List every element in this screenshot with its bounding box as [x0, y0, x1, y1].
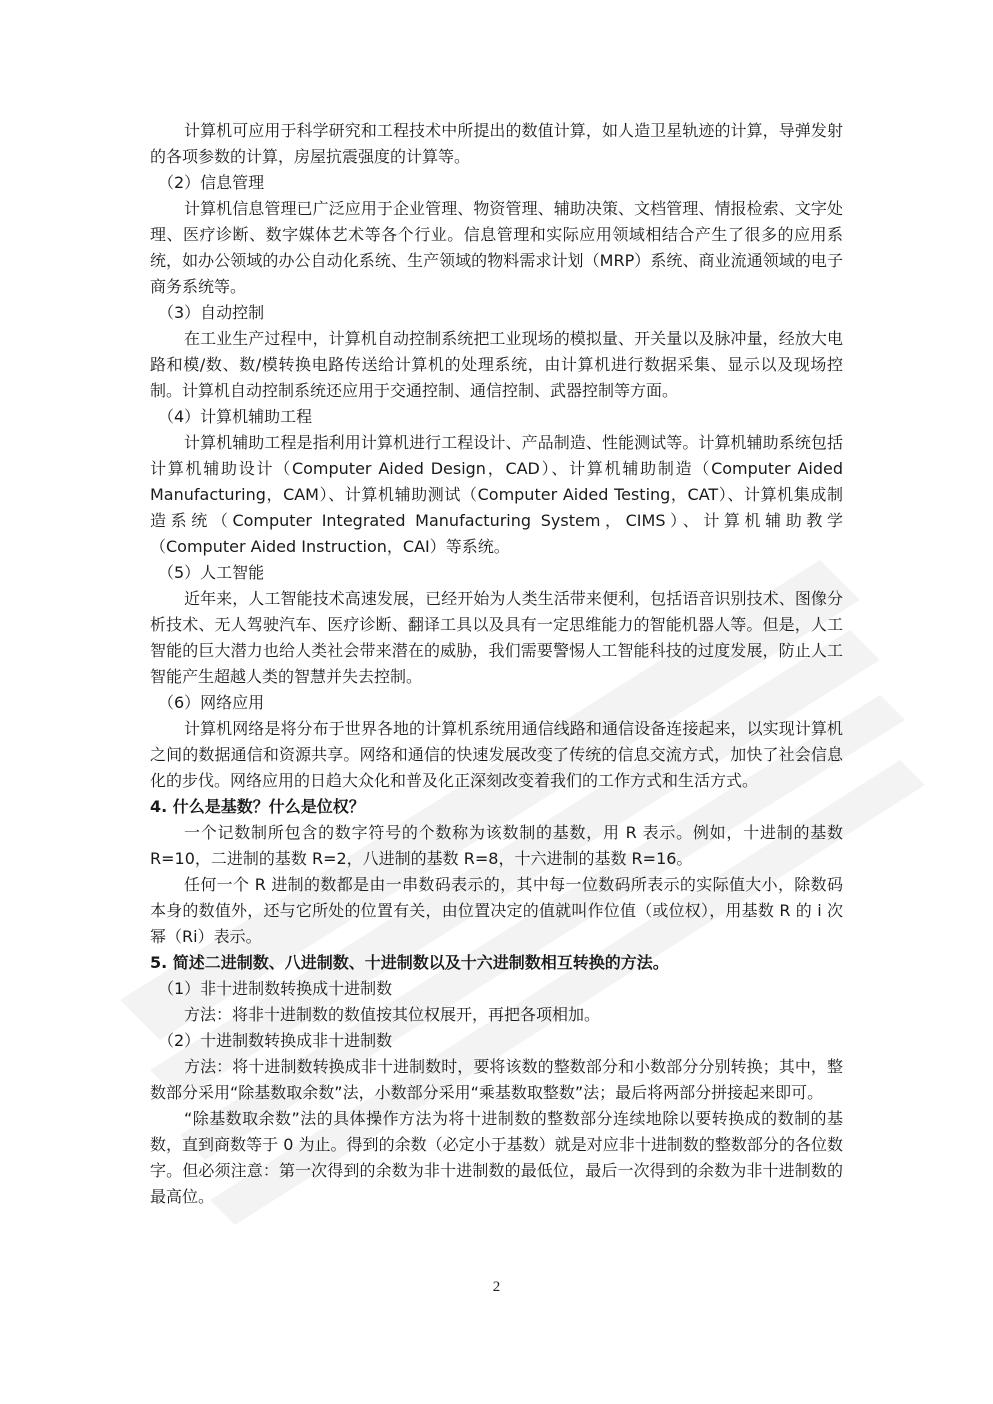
body-paragraph: 计算机辅助工程是指利用计算机进行工程设计、产品制造、性能测试等。计算机辅助系统包括计算机辅助设计（Computer Aided Design，CAD）、计算机辅助制造（Computer Aided Manufacturing，CAM）、计算机辅助测试（Computer Aided Testing，CAT）、计算机集成制造系统（Computer Integrated Manufacturing System，CIMS）、计算机辅助教学（Computer Aided Instruction，CAI）等系统。: [150, 433, 843, 556]
section-subheading: （2）信息管理: [158, 173, 265, 192]
section-subheading: （1）非十进制数转换成十进制数: [158, 979, 393, 998]
page-number: 2: [492, 1279, 501, 1295]
body-paragraph: “除基数取余数”法的具体操作方法为将十进制数的整数部分连续地除以要转换成的数制的基数，直到商数等于 0 为止。得到的余数（必定小于基数）就是对应非十进制数的整数部分的各位数字。但必须注意：第一次得到的余数为非十进制数的最低位，最后一次得到的余数为非十进制数的最高位。: [150, 1109, 843, 1206]
question-heading: 5. 简述二进制数、八进制数、十进制数以及十六进制数相互转换的方法。: [150, 953, 669, 972]
body-paragraph: 计算机网络是将分布于世界各地的计算机系统用通信线路和通信设备连接起来，以实现计算机之间的数据通信和资源共享。网络和通信的快速发展改变了传统的信息交流方式，加快了社会信息化的步伐。网络应用的日趋大众化和普及化正深刻改变着我们的工作方式和生活方式。: [150, 719, 843, 790]
body-paragraph: 任何一个 R 进制的数都是由一串数码表示的，其中每一位数码所表示的实际值大小，除数码本身的数值外，还与它所处的位置有关，由位置决定的值就叫作位值（或位权），用基数 R 的 i 次幂（Ri）表示。: [150, 875, 843, 946]
body-paragraph: 计算机可应用于科学研究和工程技术中所提出的数值计算，如人造卫星轨迹的计算，导弹发射的各项参数的计算，房屋抗震强度的计算等。: [150, 121, 843, 166]
body-paragraph: 在工业生产过程中，计算机自动控制系统把工业现场的模拟量、开关量以及脉冲量，经放大电路和模/数、数/模转换电路传送给计算机的处理系统，由计算机进行数据采集、显示以及现场控制。计算机自动控制系统还应用于交通控制、通信控制、武器控制等方面。: [150, 329, 843, 400]
body-paragraph: 一个记数制所包含的数字符号的个数称为该数制的基数，用 R 表示。例如，十进制的基数 R=10，二进制的基数 R=2，八进制的基数 R=8，十六进制的基数 R=16。: [150, 823, 843, 868]
question-heading: 4. 什么是基数？什么是位权？: [150, 797, 365, 816]
document-body: [150, 118, 843, 1210]
body-paragraph: 方法：将十进制数转换成非十进制数时，要将该数的整数部分和小数部分分别转换；其中，整数部分采用“除基数取余数”法，小数部分采用“乘基数取整数”法；最后将两部分拼接起来即可。: [150, 1057, 843, 1102]
section-subheading: （2）十进制数转换成非十进制数: [158, 1031, 393, 1050]
body-paragraph: 方法：将非十进制数的数值按其位权展开，再把各项相加。: [184, 1005, 601, 1024]
section-subheading: （6）网络应用: [158, 693, 265, 712]
section-subheading: （5）人工智能: [158, 563, 265, 582]
section-subheading: （4）计算机辅助工程: [158, 407, 313, 426]
body-paragraph: 近年来，人工智能技术高速发展，已经开始为人类生活带来便利，包括语音识别技术、图像分析技术、无人驾驶汽车、医疗诊断、翻译工具以及具有一定思维能力的智能机器人等。但是，人工智能的巨大潜力也给人类社会带来潜在的威胁，我们需要警惕人工智能科技的过度发展，防止人工智能产生超越人类的智慧并失去控制。: [150, 589, 843, 686]
section-subheading: （3）自动控制: [158, 303, 265, 322]
body-paragraph: 计算机信息管理已广泛应用于企业管理、物资管理、辅助决策、文档管理、情报检索、文字处理、医疗诊断、数字媒体艺术等各个行业。信息管理和实际应用领域相结合产生了很多的应用系统，如办公领域的办公自动化系统、生产领域的物料需求计划（MRP）系统、商业流通领域的电子商务系统等。: [150, 199, 843, 296]
